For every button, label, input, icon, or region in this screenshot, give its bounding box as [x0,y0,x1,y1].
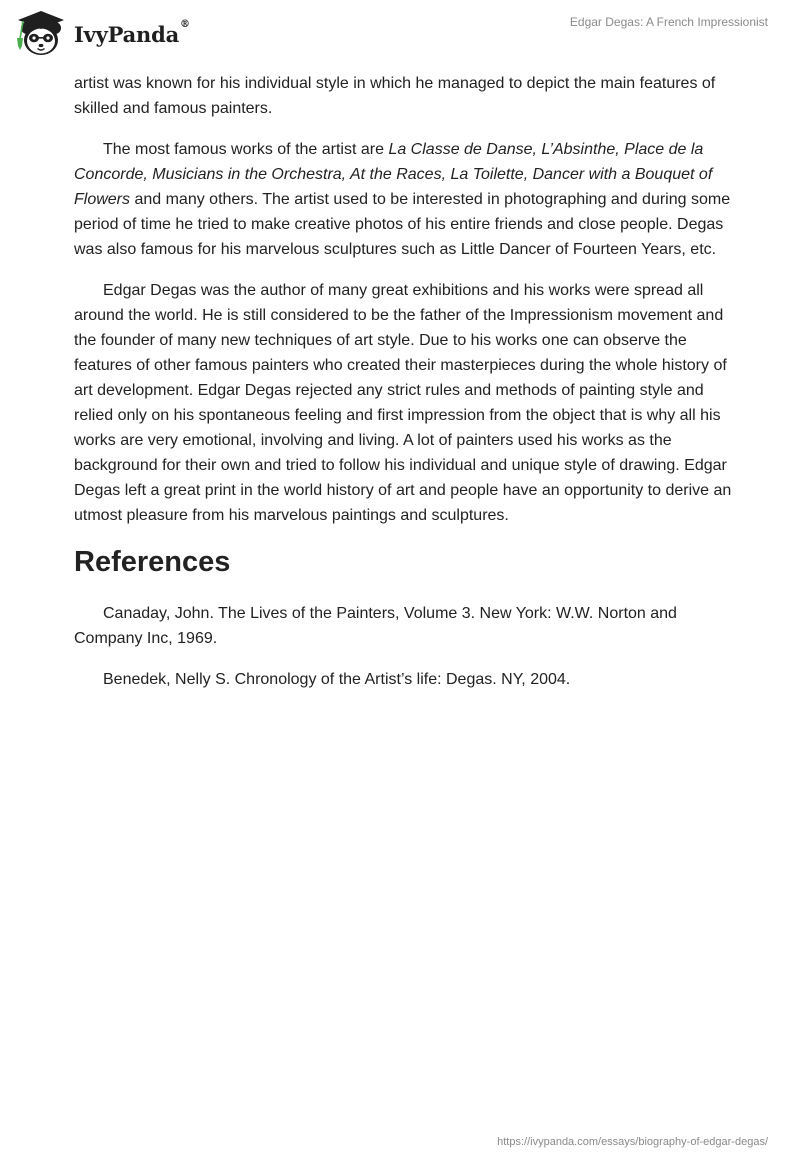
paragraph-continuation: artist was known for his individual style in which he managed to depict the main features of skilled and famous painters. [74,75,716,117]
brand-name: IvyPanda® [74,18,190,47]
references-heading: References [74,546,231,578]
famous-works-titles: La Classe de Danse, L’Absinthe, Place de la Concorde, Musicians in the Orchestra, At the Races, La Toilette, Dancer with a Bouquet of Flowers [74,141,713,208]
source-url[interactable]: https://ivypanda.com/essays/biography-of-edgar-degas/ [497,1136,768,1148]
panda-graduate-icon [14,9,68,57]
paragraph-legacy: Edgar Degas was the author of many great exhibitions and his works were spread all around the world. He is still considered to be the father of the Impressionism movement and the founder of many new techniques of art style. Due to his works one can observe the features of other famous painters who created their masterpieces during the whole history of art development. Edgar Degas rejected any strict rules and methods of painting style and relied only on his spontaneous feeling and first impression from the object that is why all his works are very emotional, involving and living. A lot of painters used his works as the background for their own and tried to follow his individual and unique style of drawing. Edgar Degas left a great print in the world history of art and people have an opportunity to derive an utmost pleasure from his marvelous paintings and sculptures. [74,282,732,524]
famous-works-rest: and many others. The artist used to be interested in photographing and during some period of time he tried to make creative photos of his entire friends and close people. Degas was also famous for his marvelous sculptures such as Little Dancer of Fourteen Years, etc. [74,191,731,258]
reference-item: Benedek, Nelly S. Chronology of the Artist’s life: Degas. NY, 2004. [103,671,571,688]
famous-works-intro: The most famous works of the artist are [103,141,389,158]
document-title: Edgar Degas: A French Impressionist [569,15,768,29]
registered-mark: ® [180,18,190,30]
ivypanda-logo[interactable] [14,8,190,58]
paragraph-famous-works [74,137,734,262]
page-header [0,0,800,70]
essay-content [74,71,734,708]
reference-item: Canaday, John. The Lives of the Painters, Volume 3. New York: W.W. Norton and Company Inc, 1969. [74,605,677,647]
